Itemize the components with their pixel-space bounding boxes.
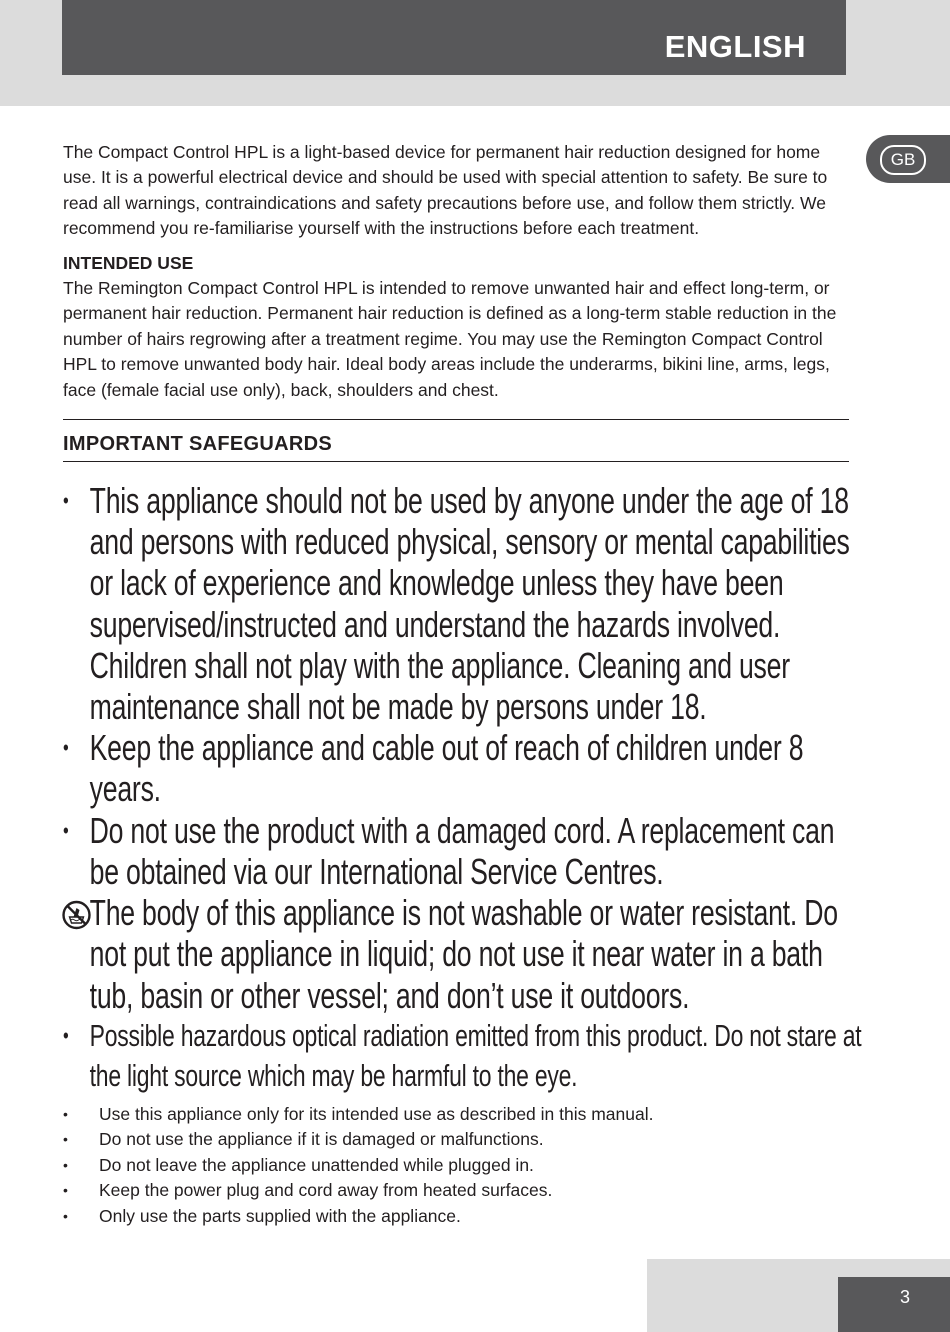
intro-paragraph: The Compact Control HPL is a light-based device for permanent hair reduction designed for home use. It is a powerful electrical device and should be used with special attention to safety. Be sure to read all warnings, contraindications and safety precautions before use, and follow them strictly. We recommend you re-familiarise yourself with the instructions before each treatment. xyxy=(63,142,828,239)
list-item-text: Use this appliance only for its intended use as described in this manual. xyxy=(99,1103,654,1124)
list-item xyxy=(63,1127,849,1153)
list-item xyxy=(63,892,863,1016)
page-number-box xyxy=(838,1277,950,1332)
bullet: • xyxy=(63,735,69,761)
list-item-text: Keep the power plug and cord away from heated surfaces. xyxy=(99,1180,553,1201)
page-content xyxy=(63,140,862,1229)
safeguards-large-list xyxy=(63,480,862,1096)
bullet: • xyxy=(63,1207,68,1224)
list-item xyxy=(63,1178,849,1204)
intended-use-paragraph: The Remington Compact Control HPL is intended to remove unwanted hair and effect long-term, or permanent hair reduction. Permanent hair reduction is defined as a long-term stable reduction in the number of hairs regrowing after a treatment regime. You may use the Remington Compact Control HPL to remove unwanted body hair. Ideal body areas include the underarms, bikini line, arms, legs, face (female facial use only), back, shoulders and chest. xyxy=(63,278,837,400)
bullet: • xyxy=(63,817,69,843)
safeguards-title: IMPORTANT SAFEGUARDS xyxy=(63,433,332,456)
list-item-text: Possible hazardous optical radiation emitted from this product. Do not stare at the light source which may be harmful to the eye. xyxy=(89,1017,862,1093)
list-item xyxy=(63,810,863,892)
language-badge: GB xyxy=(880,145,926,175)
bullet: • xyxy=(63,1105,68,1122)
list-item-text: Do not use the product with a damaged cord. A replacement can be obtained via our International Service Centres. xyxy=(89,809,835,892)
safeguards-small-list xyxy=(63,1102,849,1230)
list-item xyxy=(63,480,863,727)
bullet: • xyxy=(63,1131,68,1148)
bullet: • xyxy=(63,1022,69,1048)
list-item-text: Only use the parts supplied with the appliance. xyxy=(99,1205,461,1226)
page-number: 3 xyxy=(899,1287,910,1307)
list-item xyxy=(63,727,863,809)
bullet: • xyxy=(63,1156,68,1173)
list-item xyxy=(63,1016,863,1096)
list-item-text: Keep the appliance and cable out of reach of children under 8 years. xyxy=(89,727,804,810)
list-item-text: This appliance should not be used by anyone under the age of 18 and persons with reduced physical, sensory or mental capabilities or lack of experience and knowledge unless they have been supervised/instructed and understand the hazards involved. Children shall not play with the appliance. Cleaning and user maintenance shall not be made by persons under 18. xyxy=(89,480,850,728)
bullet: • xyxy=(63,1182,68,1199)
intended-use-heading: INTENDED USE xyxy=(63,252,194,273)
no-water-immersion-icon xyxy=(62,900,92,930)
section-divider-bottom xyxy=(63,461,849,462)
list-item xyxy=(63,1102,849,1128)
bullet: • xyxy=(63,488,69,514)
list-item-text: The body of this appliance is not washable or water resistant. Do not put the appliance in liquid; do not use it near water in a bath tub, basin or other vessel; and don’t use it outdoors. xyxy=(89,892,838,1016)
list-item-text: Do not use the appliance if it is damaged or malfunctions. xyxy=(99,1129,544,1150)
language-title: ENGLISH xyxy=(664,29,806,64)
list-item xyxy=(63,1153,849,1179)
list-item xyxy=(63,1204,849,1230)
language-tab xyxy=(866,135,950,183)
header-bar xyxy=(62,0,846,75)
list-item-text: Do not leave the appliance unattended while plugged in. xyxy=(99,1154,534,1175)
